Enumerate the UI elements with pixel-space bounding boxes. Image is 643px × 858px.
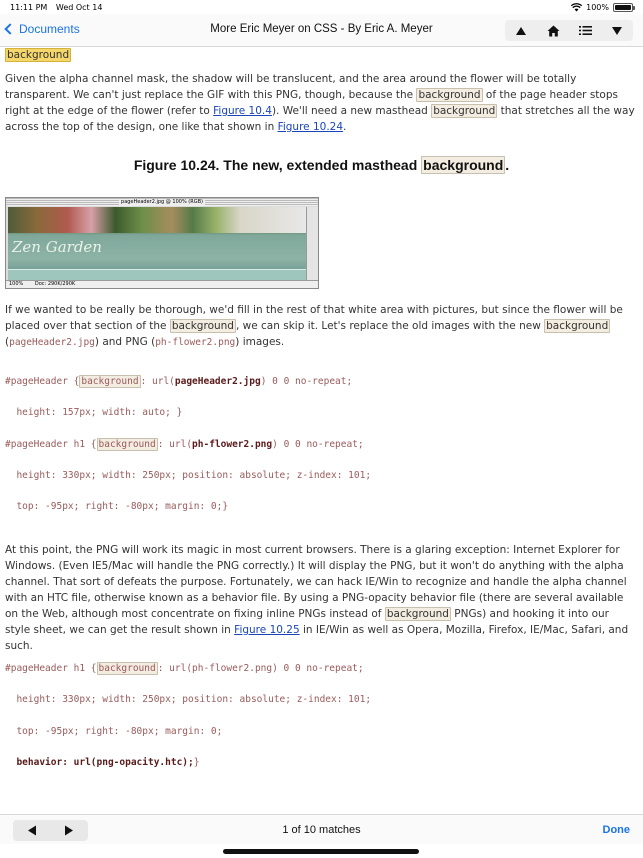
done-button[interactable]: Done bbox=[602, 824, 630, 836]
search-match[interactable]: background bbox=[98, 663, 156, 674]
text-run: If we wanted to be really be thorough, we'd fill in the rest of that white area with pictures, but since the flower will be placed over that section of the bbox=[5, 304, 623, 332]
masthead-image bbox=[8, 207, 306, 281]
document-content[interactable] bbox=[0, 47, 643, 814]
search-match[interactable]: background bbox=[546, 320, 609, 332]
code-line: top: -95px; right: -80px; margin: 0; bbox=[5, 726, 223, 737]
figure-window-titlebar bbox=[6, 198, 318, 206]
search-match[interactable]: background bbox=[418, 89, 481, 101]
search-match[interactable]: background bbox=[423, 157, 504, 173]
text-run: At this point, the PNG will work its magic in most current browsers. There is a glaring exception: Internet Explorer for Windows. (Even IE5/Mac will handle the PNG correctly.) It will display the PNG, but it won't do anything with the alpha channel. That sort of defeats the purpose. Fortunately, we can hack IE/Win to recognize and handle the alpha channel with an HTC file, otherwise known as a behavior file. By using a PNG-opacity behavior file (there are several available on the Web, although most concentrate on fixing inline PNGs instead of bbox=[5, 544, 627, 620]
code-text: #pageHeader h1 { bbox=[5, 663, 97, 674]
code-bold: behavior: url(png-opacity.htc); bbox=[5, 757, 194, 768]
figure-scrollbar bbox=[306, 207, 318, 281]
code-line: height: 157px; width: auto; } bbox=[5, 407, 183, 418]
status-date: Wed Oct 14 bbox=[55, 3, 103, 12]
code-line bbox=[5, 661, 364, 677]
code-line bbox=[5, 755, 199, 771]
home-indicator[interactable] bbox=[223, 849, 419, 854]
code-line: height: 330px; width: 250px; position: absolute; z-index: 101; bbox=[5, 470, 372, 481]
code-bold: pageHeader2.jpg bbox=[174, 376, 261, 387]
search-match-current[interactable]: background bbox=[7, 49, 70, 61]
table-of-contents-button[interactable] bbox=[569, 20, 601, 41]
code-line: height: 330px; width: 250px; position: absolute; z-index: 101; bbox=[5, 694, 372, 705]
search-match[interactable]: background bbox=[433, 105, 496, 117]
code-text: : url( bbox=[157, 439, 193, 450]
code-text: ) 0 0 no-repeat; bbox=[272, 439, 364, 450]
paragraph-3 bbox=[5, 542, 637, 654]
text-run: . bbox=[343, 121, 347, 133]
battery-percent: 100% bbox=[586, 3, 609, 12]
wifi-icon bbox=[571, 3, 582, 12]
search-match[interactable]: background bbox=[386, 608, 449, 620]
search-match[interactable]: background bbox=[171, 320, 234, 332]
match-count: 1 of 10 matches bbox=[282, 824, 361, 836]
figure-10-24-link[interactable]: Figure 10.24 bbox=[277, 121, 344, 133]
text-run: Given the alpha channel mask, the shadow will be translucent, and the area around the flower will be totally transparent. We can't just replace the GIF with this PNG, though, because the bbox=[5, 73, 577, 101]
scroll-top-button[interactable] bbox=[505, 20, 537, 41]
back-button-label: Documents bbox=[19, 22, 80, 36]
flower-strip bbox=[8, 207, 306, 233]
status-bar bbox=[0, 0, 643, 14]
top-fragment bbox=[5, 47, 637, 63]
triangle-down-icon bbox=[611, 26, 623, 36]
find-bar bbox=[0, 814, 643, 844]
text-run: ) images. bbox=[235, 336, 285, 348]
list-icon bbox=[579, 25, 592, 36]
text-run: , we can skip it. Let's replace the old images with the new bbox=[235, 320, 545, 332]
figure-doc-size: Doc: 290K/290K bbox=[34, 281, 76, 287]
text-run: in IE/Win as well as Opera, Mozilla, Firefox, IE/Mac, Safari, and such. bbox=[5, 624, 629, 652]
figure-window-title: pageHeader2.jpg @ 100% (RGB) bbox=[121, 199, 203, 205]
caption-text: Figure 10.24. The new, extended masthead bbox=[133, 157, 422, 173]
code-line bbox=[5, 374, 352, 390]
code-bold: ph-flower2.png bbox=[192, 439, 273, 450]
code-text: } bbox=[193, 757, 200, 768]
code-line bbox=[5, 437, 364, 453]
triangle-up-icon bbox=[515, 26, 527, 36]
figure-window-status bbox=[6, 280, 318, 288]
nav-toolbar bbox=[505, 20, 633, 41]
nav-bar bbox=[0, 14, 643, 47]
status-time: 11:11 PM bbox=[10, 3, 48, 12]
inline-code: ph-flower2.png bbox=[155, 337, 236, 348]
document-title: More Eric Meyer on CSS - By Eric A. Meyer bbox=[210, 23, 433, 35]
status-right bbox=[571, 3, 633, 12]
text-run: that stretches all the way across the top of the design, one like that shown in bbox=[5, 105, 635, 133]
caption-end: . bbox=[505, 157, 510, 173]
search-match[interactable]: background bbox=[98, 439, 156, 450]
inline-code: pageHeader2.jpg bbox=[9, 337, 95, 348]
code-text: #pageHeader h1 { bbox=[5, 439, 97, 450]
figure-zoom: 100% bbox=[9, 281, 24, 287]
code-text: : url( bbox=[140, 376, 175, 387]
figure-10-25-link[interactable]: Figure 10.25 bbox=[234, 624, 300, 636]
menu-button[interactable] bbox=[601, 20, 633, 41]
status-left bbox=[10, 3, 108, 12]
paragraph-2 bbox=[5, 302, 637, 351]
code-text: : url(ph-flower2.png) 0 0 no-repeat; bbox=[157, 663, 364, 674]
code-text: ) 0 0 no-repeat; bbox=[260, 376, 353, 387]
code-line: top: -95px; right: -80px; margin: 0;} bbox=[5, 501, 229, 512]
text-run: ). We'll need a new masthead bbox=[271, 105, 432, 117]
code-text: #pageHeader { bbox=[5, 376, 80, 387]
home-button[interactable] bbox=[537, 20, 569, 41]
text-run: PNGs) and hooking it into our style sheet, we can get the result shown in bbox=[5, 608, 609, 636]
zen-garden-logo: Zen Garden bbox=[12, 238, 102, 256]
paragraph-1 bbox=[5, 71, 637, 135]
figure-caption bbox=[0, 157, 643, 173]
figure-image bbox=[5, 197, 319, 289]
battery-icon bbox=[613, 3, 633, 12]
home-icon bbox=[547, 25, 560, 37]
text-run: of the page header stops right at the edge of the flower (refer to bbox=[5, 89, 618, 117]
text-run: ( bbox=[5, 336, 10, 348]
text-run: ) and PNG ( bbox=[94, 336, 156, 348]
figure-10-4-link[interactable]: Figure 10.4 bbox=[213, 105, 272, 117]
search-match[interactable]: background bbox=[81, 376, 139, 387]
